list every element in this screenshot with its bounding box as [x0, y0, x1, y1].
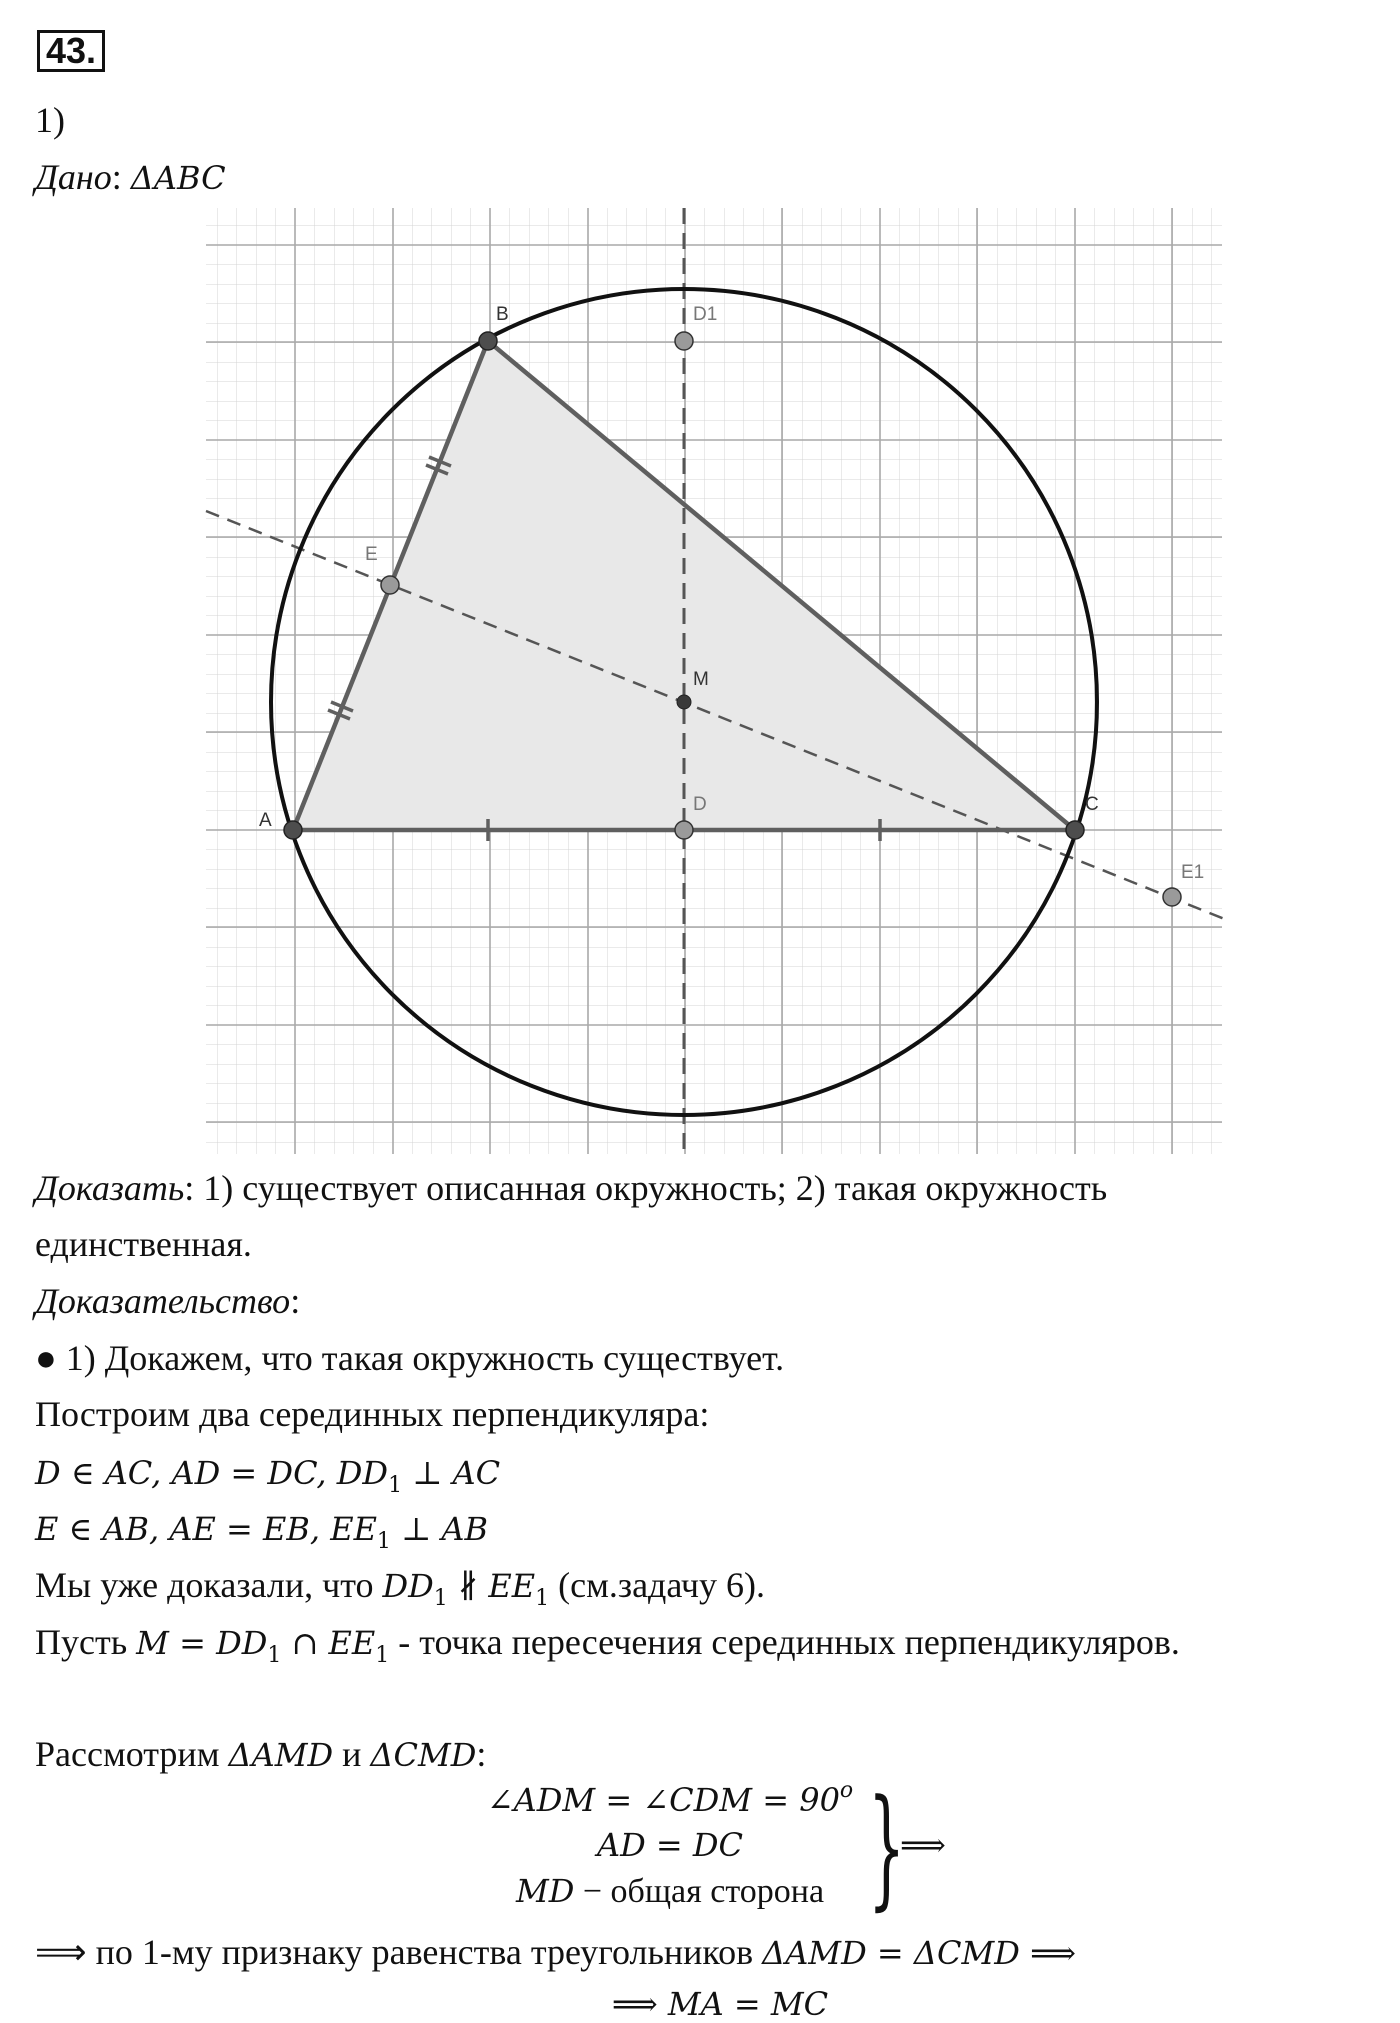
let-a: Пусть	[35, 1622, 137, 1662]
prove-text: : 1) существует описанная окружность; 2) такая окружность	[184, 1168, 1108, 1208]
consider-a: Рассмотрим	[35, 1734, 229, 1774]
let-b: - точка пересечения серединных перпендикуляров.	[389, 1622, 1180, 1662]
consider-c: :	[476, 1734, 487, 1774]
point-e	[381, 576, 399, 594]
let-s2: 1	[375, 1643, 390, 1668]
label-c: C	[1085, 794, 1099, 815]
let-s1: 1	[267, 1643, 282, 1668]
label-e1: E1	[1181, 862, 1205, 883]
proof-consider	[35, 1734, 486, 1775]
system-row-3	[470, 1872, 870, 1911]
d-condition-b: ⊥ AC	[402, 1454, 501, 1492]
conclusion-a: ⟹ по 1-му признаку равенства треугольников	[35, 1932, 763, 1972]
part-label: 1)	[35, 100, 65, 140]
prove-line-2: единственная.	[35, 1224, 252, 1264]
e-condition-sub: 1	[376, 1529, 391, 1554]
system-brace: }	[868, 1771, 906, 1923]
already-m2: ∦ EE	[447, 1567, 536, 1605]
proof-build: Построим два серединных перпендикуляра:	[35, 1394, 710, 1434]
already-a: Мы уже доказали, что	[35, 1565, 383, 1605]
proof-label: Доказательство	[35, 1281, 291, 1321]
proof-let	[35, 1622, 1180, 1676]
label-b: B	[496, 304, 509, 325]
let-m2: ∩ EE	[281, 1624, 376, 1662]
let-m1: M = DD	[136, 1624, 268, 1662]
task-number: 43.	[37, 30, 105, 72]
given-label: Дано	[35, 157, 112, 197]
system-row-1-text: ∠ADM = ∠CDM = 90	[486, 1781, 840, 1819]
d-condition-a: D ∈ AC, AD = DC, DD	[35, 1454, 389, 1492]
given-value: ΔABC	[130, 159, 226, 197]
conclusion-m: ΔAMD = ΔCMD ⟹	[762, 1934, 1076, 1972]
system-row-1	[470, 1778, 870, 1819]
system-row-1-sup: o	[839, 1778, 854, 1803]
proof-d-condition	[35, 1452, 500, 1506]
point-m	[677, 695, 691, 709]
proof-e-condition	[35, 1508, 488, 1562]
proof-heading	[35, 1281, 300, 1321]
system-row-3-a: MD	[515, 1872, 575, 1910]
already-s1: 1	[433, 1586, 448, 1611]
consider-b: и	[333, 1734, 371, 1774]
point-c	[1066, 821, 1084, 839]
point-d1	[675, 332, 693, 350]
system-row-3-b: − общая сторона	[574, 1873, 825, 1910]
consider-m2: ΔCMD	[370, 1736, 477, 1774]
proof-conclusion	[35, 1932, 1076, 1973]
label-a: A	[259, 810, 272, 831]
point-d	[675, 821, 693, 839]
e-condition-a: E ∈ AB, AE = EB, EE	[35, 1510, 377, 1548]
proof-final: ⟹ MA = MC	[611, 1985, 829, 2023]
already-s2: 1	[535, 1586, 550, 1611]
proof-step-1: ● 1) Докажем, что такая окружность существует.	[35, 1338, 785, 1378]
point-e1	[1163, 888, 1181, 906]
prove-line	[35, 1168, 1107, 1208]
proof-sep: :	[290, 1281, 301, 1321]
given-sep: :	[111, 157, 122, 197]
already-m1: DD	[382, 1567, 434, 1605]
already-b: (см.задачу 6).	[549, 1565, 766, 1605]
label-m: M	[693, 669, 709, 690]
e-condition-b: ⊥ AB	[390, 1510, 488, 1548]
prove-label: Доказать	[35, 1168, 185, 1208]
label-e: E	[365, 544, 378, 565]
point-b	[479, 332, 497, 350]
proof-already	[35, 1565, 765, 1619]
point-a	[284, 821, 302, 839]
label-d: D	[693, 794, 707, 815]
label-d1: D1	[693, 304, 718, 325]
system-arrow: ⟹	[900, 1826, 946, 1864]
consider-m1: ΔAMD	[228, 1736, 334, 1774]
d-condition-sub: 1	[388, 1473, 403, 1498]
system-row-2: AD = DC	[596, 1826, 744, 1864]
